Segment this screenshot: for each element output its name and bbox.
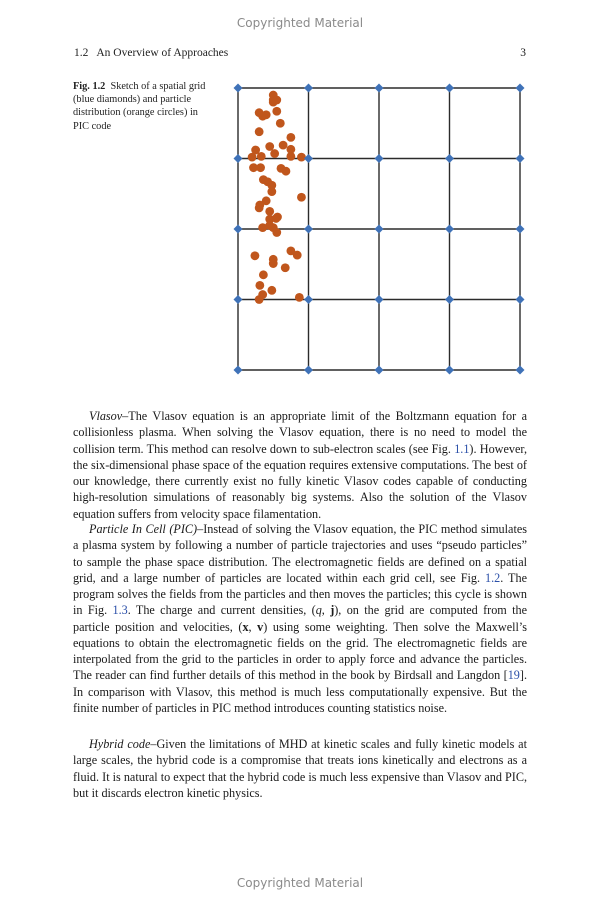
- particle-circle: [276, 119, 285, 128]
- grid-node-diamond: [375, 154, 384, 163]
- term-pic: Particle In Cell (PIC): [89, 522, 198, 536]
- citation-ref-19[interactable]: 19: [507, 668, 520, 683]
- particle-circle: [279, 141, 288, 150]
- grid-node-diamond: [445, 154, 454, 163]
- particle-circle: [259, 270, 268, 279]
- figure-caption: [73, 80, 213, 133]
- copyright-watermark-bottom: Copyrighted Material: [236, 876, 364, 890]
- paragraph-text: ) using some weighting. Then solve the Maxwell’s equations to obtain the electromagnetic fields on the grid. The electromagnetic fields are interpolated from the grid to the particles in order to apply force and advance the particles. The reader can find further details of this method in the book by Birdsall and Langdon [: [73, 619, 528, 683]
- paragraph-hybrid: [73, 736, 527, 801]
- grid-node-diamond: [234, 84, 243, 93]
- particle-circle: [297, 153, 306, 162]
- particle-circle: [286, 133, 295, 142]
- grid-node-diamond: [516, 366, 525, 375]
- paragraph-text: –Given the limitations of MHD at kinetic scales and fully kinetic models at large scales, the hybrid code is a compromise that treats ions kinetically and electrons as a fluid. It is natural to expect that the hybrid code is much less expensive than Vlasov and PIC, but it discards electron kinetic physics.: [73, 737, 527, 800]
- grid-node-diamond: [304, 225, 313, 234]
- particle-circle: [262, 110, 271, 119]
- grid-node-diamond: [445, 295, 454, 304]
- symbol-q: q: [315, 603, 322, 618]
- paragraph-text: ), on the grid are computed from the particle position and velocities, (: [73, 603, 528, 634]
- grid-node-diamond: [445, 84, 454, 93]
- particle-circle: [251, 251, 260, 260]
- particle-circle: [255, 127, 264, 136]
- symbol-x: x: [242, 619, 249, 634]
- grid-node-diamond: [304, 366, 313, 375]
- symbol-v: v: [257, 619, 264, 634]
- particle-circle: [263, 177, 272, 186]
- figure-ref-1-3[interactable]: 1.3: [112, 603, 128, 618]
- figure-ref-1-1[interactable]: 1.1: [454, 441, 470, 456]
- particle-circle: [257, 152, 266, 161]
- grid-node-diamond: [234, 225, 243, 234]
- grid-node-diamond: [516, 154, 525, 163]
- particle-circle: [267, 187, 276, 196]
- paragraph-pic: [73, 521, 527, 716]
- grid-node-diamond: [304, 84, 313, 93]
- symbol-j: j: [330, 603, 335, 618]
- paragraph-vlasov: [73, 408, 527, 522]
- paragraph-text: . The charge and current densities, (: [127, 603, 316, 618]
- particle-circle: [286, 152, 295, 161]
- grid-node-diamond: [445, 366, 454, 375]
- grid-node-diamond: [234, 366, 243, 375]
- running-header-section: 1.2 An Overview of Approaches: [74, 47, 229, 59]
- pic-grid-figure: [228, 78, 528, 378]
- figure-caption-text: Sketch of a spatial grid (blue diamonds) and particle distribution (orange circles) in PIC code: [73, 81, 206, 132]
- paragraph-text: –Instead of solving the Vlasov equation, the PIC method simulates a plasma system by following a number of particle trajectories and uses “pseudo particles” to sample the phase space distribution. The electromagnetic fields are defined on a spatial grid, and a large number of particles are located within each grid cell, see Fig.: [73, 522, 527, 585]
- particle-circle: [255, 295, 264, 304]
- particle-circle: [269, 259, 278, 268]
- grid-node-diamond: [375, 84, 384, 93]
- particle-circle: [265, 207, 274, 216]
- grid-node-diamond: [516, 295, 525, 304]
- grid-node-diamond: [516, 225, 525, 234]
- particle-circle: [282, 167, 291, 176]
- paragraph-text: ,: [248, 619, 258, 634]
- particle-circle: [297, 193, 306, 202]
- paragraph-text: . The program solves the fields from the particles and then moves the particles; this cycle is shown in Fig.: [73, 570, 527, 618]
- paragraph-text: ]. In comparison with Vlasov, this method is much less computationally expensive. But the finite number of particles in PIC method introduces counting statistics noise.: [73, 668, 527, 715]
- particle-circle: [267, 286, 276, 295]
- figure-label: Fig. 1.2: [73, 81, 106, 92]
- grid-node-diamond: [304, 295, 313, 304]
- paragraph-text: ). However, the six-dimensional phase space of the equation requires extensive computations. The best of our knowledge, there currently exist no fully kinetic Vlasov codes capable of conducting high-resolution simulations of reasonably big systems. Also the solution of the Vlasov equation suffers from velocity space filamentation.: [73, 441, 527, 521]
- particle-circle: [265, 221, 274, 230]
- particle-circle: [270, 149, 279, 158]
- grid-node-diamond: [375, 366, 384, 375]
- grid-node-diamond: [234, 154, 243, 163]
- copyright-watermark-top: Copyrighted Material: [236, 16, 364, 30]
- particle-circle: [272, 228, 281, 237]
- particle-circle: [272, 107, 281, 116]
- particle-circle: [255, 281, 264, 290]
- page-number: 3: [520, 47, 526, 59]
- particle-circle: [281, 263, 290, 272]
- grid-node-diamond: [445, 225, 454, 234]
- figure-ref-1-2[interactable]: 1.2: [485, 570, 501, 585]
- particle-circle: [272, 96, 281, 105]
- grid-node-diamond: [516, 84, 525, 93]
- grid-node-diamond: [375, 225, 384, 234]
- paragraph-text: ,: [321, 603, 331, 618]
- grid-node-diamond: [234, 295, 243, 304]
- particle-circle: [255, 203, 264, 212]
- paragraph-text: –The Vlasov equation is an appropriate limit of the Boltzmann equation for a collisionless plasma. When solving the Vlasov equation, there is no need to model the collision term. This method can resolve down to sub-electron scales (see Fig.: [73, 409, 527, 456]
- particle-circle: [293, 251, 302, 260]
- particles: [248, 91, 306, 304]
- particle-circle: [256, 163, 265, 172]
- term-hybrid: Hybrid code: [89, 737, 151, 751]
- grid-node-diamond: [375, 295, 384, 304]
- term-vlasov: Vlasov: [89, 409, 123, 423]
- particle-circle: [295, 293, 304, 302]
